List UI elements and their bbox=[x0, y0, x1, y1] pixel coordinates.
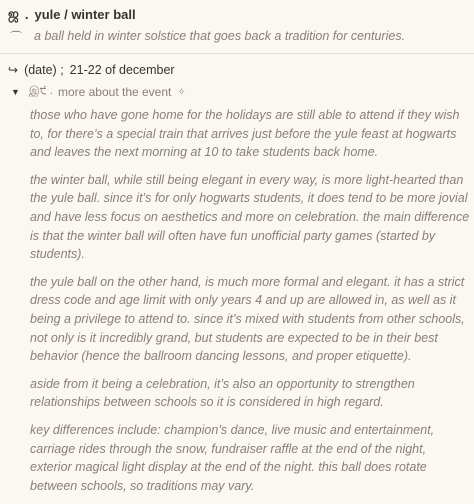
triangle-down-icon[interactable]: ▼ bbox=[11, 87, 20, 97]
arc-icon: ⌒ bbox=[10, 29, 23, 44]
toggle-label: more about the event bbox=[57, 85, 172, 99]
date-value: 21-22 of december bbox=[69, 63, 175, 77]
return-arrow-icon: ↪ bbox=[8, 63, 19, 77]
divider bbox=[0, 53, 474, 54]
toggle-content bbox=[30, 106, 470, 504]
paragraph: aside from it being a celebration, it’s also an opportunity to strengthen relationships between schools so it is considered in high regard. bbox=[30, 376, 415, 410]
spiral-icon: ஜ bbox=[8, 5, 19, 21]
paragraph: the winter ball, while still being elegant in every way, is more light-hearted than the yule ball. since it’s for only hogwarts students, it does tend to be more jovial and have less focus on aesthetics and more on celebration. the main difference is that the winter ball will often have fun unofficial party games (started by students). bbox=[30, 172, 470, 262]
subtitle-text: a ball held in winter solstice that goes back a tradition for centuries. bbox=[34, 29, 406, 43]
paragraph: those who have gone home for the holidays are still able to attend if they wish to, for there’s a special train that arrives just before the yule feast at hogwarts and leaves the next morning at 10 to take students back home. bbox=[30, 108, 460, 160]
date-key: (date) ; bbox=[24, 63, 64, 77]
subtitle-line bbox=[8, 26, 405, 46]
toggle-deco: இ੯ . bbox=[28, 85, 53, 97]
page-title: yule / winter ball bbox=[34, 6, 136, 22]
paragraph: key differences include: champion’s dance, live music and entertainment, carriage rides through the snow, fundraiser raffle at the end of the night, exterior magical light display at the end of the night. this ball does rotate between schools, so traditions may vary. bbox=[30, 422, 435, 493]
toggle-more-about-event[interactable] bbox=[8, 83, 186, 101]
heading-dot: . bbox=[24, 6, 29, 22]
page-heading bbox=[8, 3, 136, 25]
sparkle-icon: ✧ bbox=[177, 86, 186, 98]
date-line bbox=[8, 60, 175, 80]
paragraph: the yule ball on the other hand, is much more formal and elegant. it has a strict dress code and age limit with only years 4 and up are allowed in, as well as it being a privilege to attend to. since it’s mixed with students from other schools, not only is it incredibly grand, but students are expected to be in their best behavior (hence the ballroom dancing lessons, and proper etiquette). bbox=[30, 274, 465, 364]
